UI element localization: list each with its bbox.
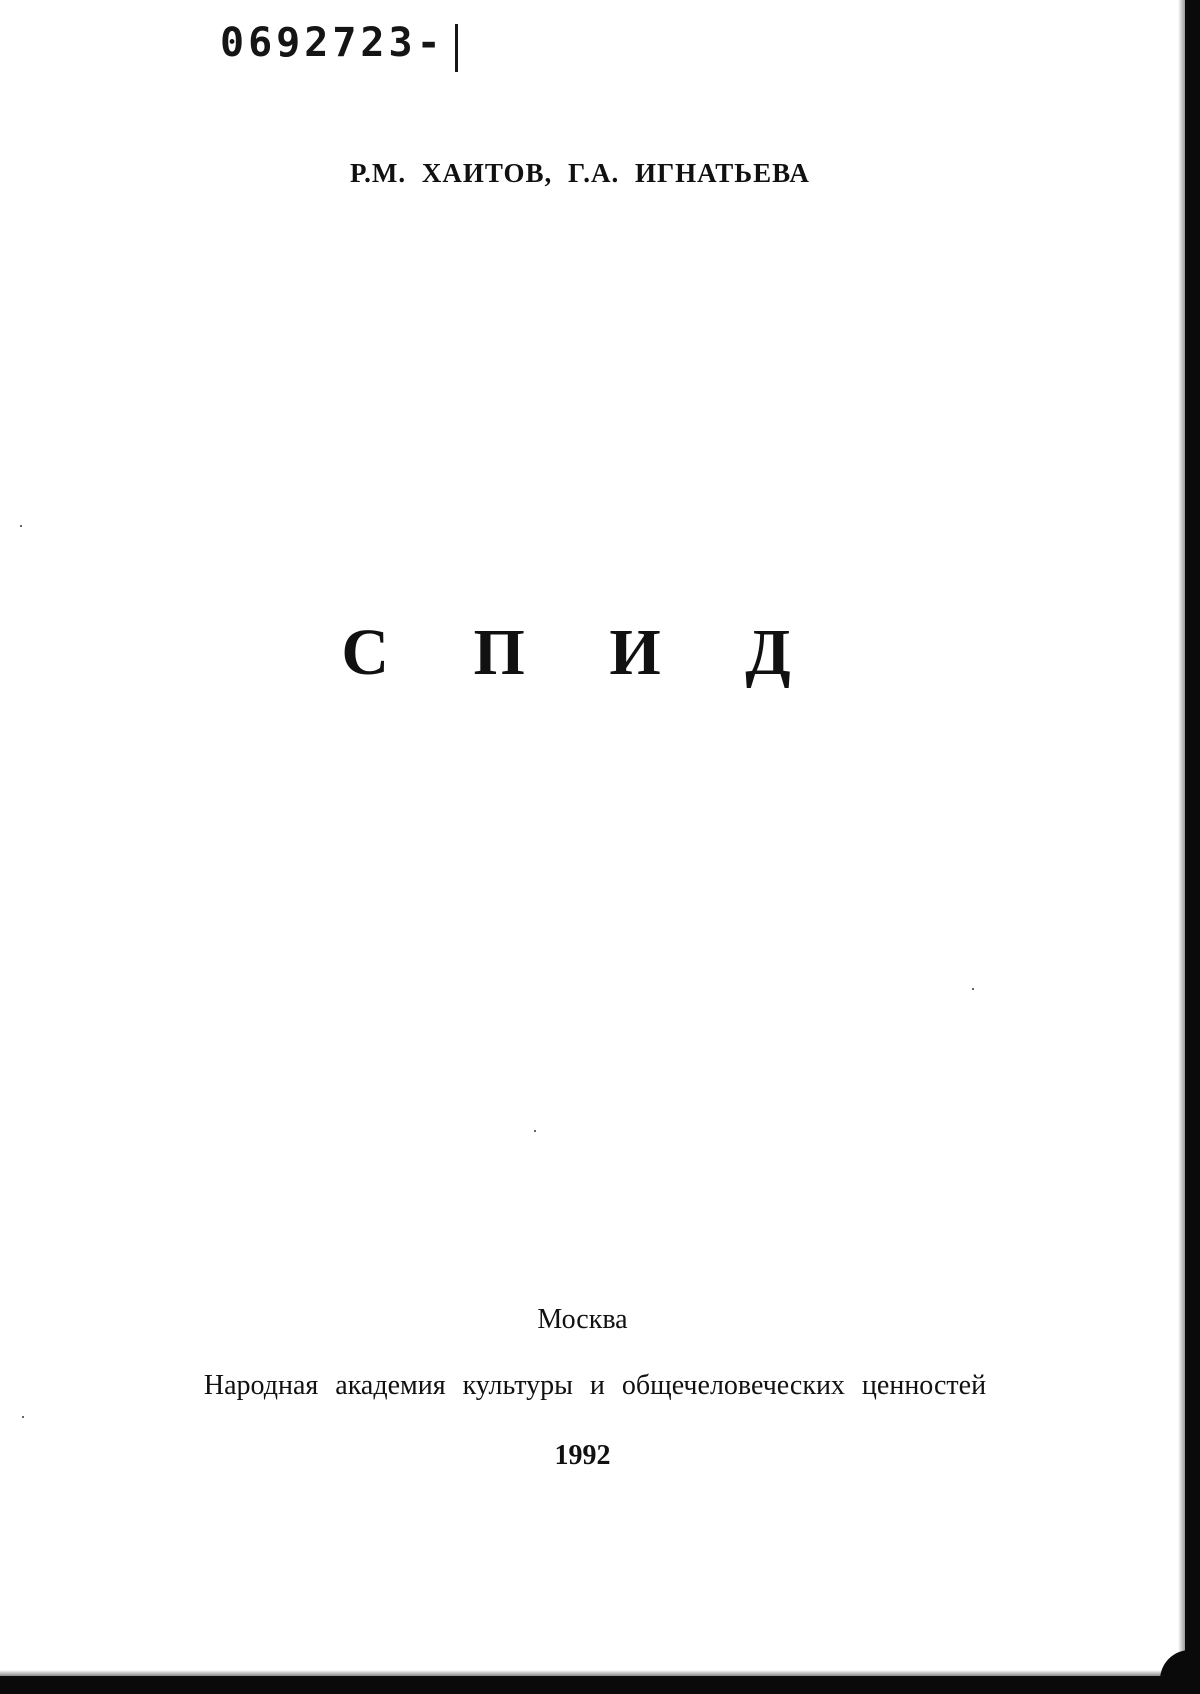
authors-line: Р.М. ХАИТОВ, Г.А. ИГНАТЬЕВА: [350, 158, 810, 188]
publication-city: Москва: [537, 1304, 628, 1335]
scan-speck: [22, 1416, 24, 1418]
publisher-name: Народная академия культуры и общечеловеческих ценностей: [203, 1370, 987, 1401]
stamp-bar-mark: [455, 24, 458, 72]
scan-edge-bottom: [0, 1676, 1200, 1694]
scan-speck: [972, 988, 974, 990]
scan-edge-corner: [1160, 1650, 1200, 1694]
scan-speck: [20, 525, 22, 527]
scan-speck: [534, 1130, 536, 1132]
publication-year: 1992: [554, 1440, 611, 1471]
inventory-stamp-number: 0692723-: [220, 20, 445, 66]
scan-edge-right: [1185, 0, 1200, 1694]
book-title: С П И Д: [341, 616, 819, 689]
scan-shadow-right: [1178, 0, 1185, 1694]
